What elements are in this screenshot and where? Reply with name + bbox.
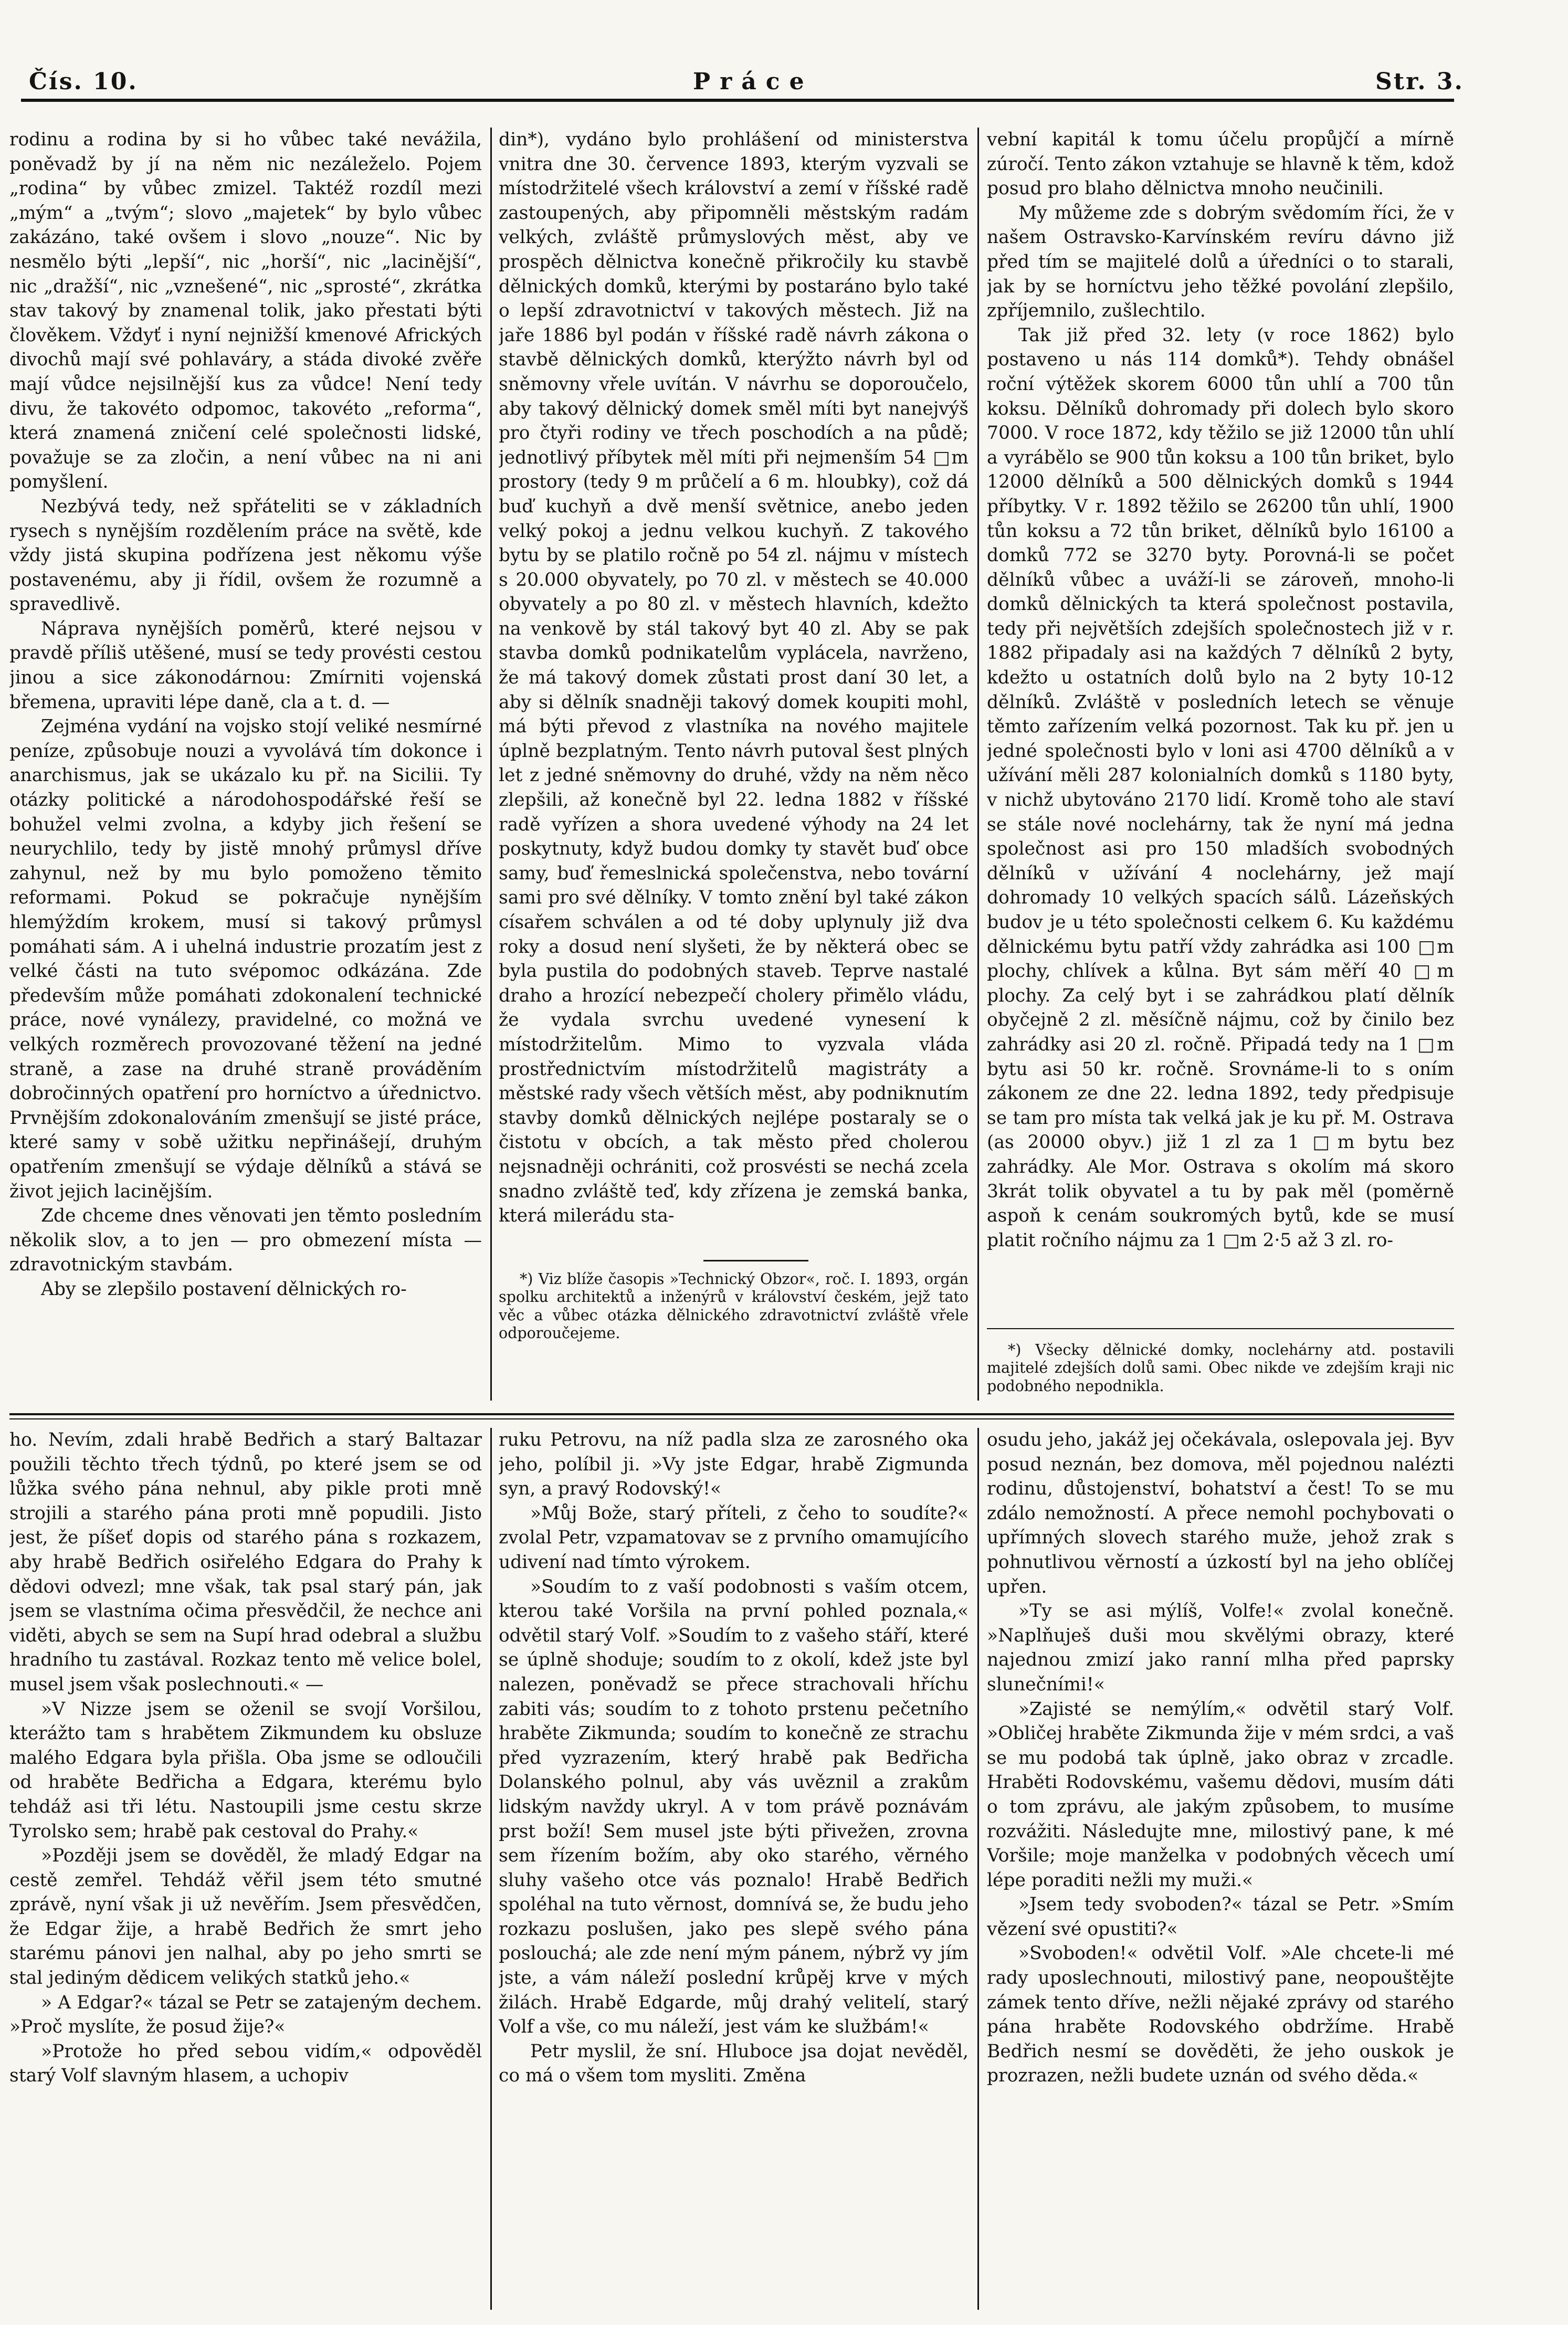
header-rule [21, 99, 1454, 102]
column-divider [490, 128, 492, 1401]
story-paragraph: ho. Nevím, zdali hrabě Bedřich a starý Baltazar použili těchto třech týdnů, po které jsem se od lůžka svého pána nehnul, aby pikle proti mně strojili a starého pána proti mně popudili. Jisto jest, že píšeť dopis od starého pána s rozkazem, aby hrabě Bedřich osiřelého Edgara do Prahy k dědovi odvezl; mne však, tak psal starý pán, jak jsem se vlastníma očima přesvědčil, že nechce ani viděti, abych se sem na Supí hrad odebral a službu hradního tu zastával. Rozkaz tento mě velice bolel, musel jsem však poslechnouti.« — [9, 1429, 482, 1695]
story-paragraph: »Můj Bože, starý příteli, z čeho to soudíte?« zvolal Petr, vzpamatovav se z prvního omamujícího udivení nad tímto výrokem. [499, 1502, 969, 1573]
article-paragraph: Tak již před 32. lety (v roce 1862) bylo postaveno u nás 114 domků*). Tehdy obnášel roční výtěžek skorem 6000 tůn uhlí a 700 tůn koksu. Dělníků dohromady při dolech bylo skoro 7000. V roce 1872, kdy těžilo se již 12000 tůn uhlí a vyrábělo se 900 tůn koksu a 100 tůn briket, bylo 12000 dělníků a 500 dělnických domků s 1944 příbytky. V r. 1892 těžilo se 26200 tůn uhlí, 1900 tůn koksu a 72 tůn briket, dělníků bylo 16100 a domků 772 se 3270 byty. Porovná-li se počet dělníků vůbec a uváží-li se zároveň, mnoho-li domků dělnických ta která společnost postavila, tedy při největších zdejších společnostech již v r. 1882 připadaly asi na každých 7 dělníků 2 byty, kdežto u ostatních dolů bylo na 2 byty 10-12 dělníků. Zvláště v posledních letech se věnuje těmto zařízením velká pozornost. Tak ku př. jen u jedné společnosti bylo v loni asi 4700 dělníků a v užívání měli 287 kolonialních domků s 1180 byty, v nichž ubytováno 2170 lidí. Kromě toho ale staví se stále nové noclehárny, tak že nyní má jedna společnost asi pro 150 mladších svobodných dělníků v užívání 4 noclehárny, jež mají dohromady 10 velkých spacích sálů. Lázeňských budov je u této společnosti celkem 6. Ku každému dělnickému bytu patří vždy zahrádka asi 100 □m plochy, chlívek a kůlna. Byt sám měří 40 □m plochy. Za celý byt i se zahrádkou platí dělník obyčejně 2 zl. měsíčně nájmu, což by činilo bez zahrádky asi 20 zl. ročně. Připadá tedy na 1 □m bytu asi 50 kr. ročně. Srovnáme-li to s oním zákonem ze dne 22. ledna 1892, tedy předpisuje se tam pro místa tak velká jak je ku př. M. Ostrava (as 20000 obyv.) již 1 zl za 1 □m bytu bez zahrádky. Ale Mor. Ostrava s okolím má skoro 3krát tolik obyvatel a tu by pak měl (poměrně aspoň k cenám soukromých bytů, kde se musí platit ročního nájmu za 1 □m 2·5 až 3 zl. ro- [987, 324, 1454, 1251]
feuilleton-column-2 [499, 1428, 969, 2310]
article-paragraph: My můžeme zde s dobrým svědomím říci, že v našem Ostravsko-Karvínském revíru dávno již před tím se majitelé dolů a úředníci o to starali, jak by se horníctvu jeho těžké povolání zlepšilo, zpříjemnilo, zušlechtilo. [987, 202, 1454, 322]
story-paragraph: Petr myslil, že sní. Hluboce jsa dojat nevěděl, co má o všem tom mysliti. Změna [499, 2040, 969, 2087]
story-paragraph: ruku Petrovu, na níž padla slza ze zarosného oka jeho, políbil ji. »Vy jste Edgar, hrabě Zigmunda syn, a pravý Rodovský!« [499, 1429, 969, 1500]
story-paragraph: »V Nizze jsem se oženil se svojí Voršilou, kterážto tam s hrabětem Zikmundem ku obsluze malého Edgara byla přišla. Oba jsme se odloučili od hraběte Bedřicha a Edgara, kterému bylo tehdáž asi tři létu. Nastoupili jsme cestu skrze Tyrolsko sem; hrabě pak cestoval do Prahy.« [9, 1698, 482, 1842]
footnote [499, 1270, 969, 1396]
article-paragraph: rodinu a rodina by si ho vůbec také nevážila, poněvadž by jí na něm nic nezáleželo. Pojem „rodina“ by vůbec zmizel. Taktéž rozdíl mezi „mým“ a „tvým“; slovo „majetek“ by bylo vůbec zakázáno, také ovšem i slovo „nouze“. Nic by nesmělo býti „lepší“, nic „horší“, nic „lacinější“, nic „dražší“, nic „vznešené“, nic „sprosté“, zkrátka stav takový by znamenal tolik, jako přestati býti člověkem. Vždyť i nyní nejnižší kmenové Afrických divochů mají své pohlaváry, a stáda divoké zvěře mají vůdce nejsilnější kus za vůdce! Není tedy divu, že takovéto odpomoc, takovéto „reforma“, která znamená zničení celé společnosti lidské, považuje se za zločin, a není vůbec na ni ani pomyšlení. [9, 129, 482, 493]
article-column-3 [987, 128, 1454, 1293]
footnote [987, 1341, 1454, 1404]
article-paragraph: din*), vydáno bylo prohlášení od ministerstva vnitra dne 30. července 1893, kterým vyzvali se místodržitelé všech království a zemí v říšské radě zastoupených, aby připomněli městským radám velkých, zvláště průmyslových měst, aby ve prospěch dělnictva konečně přikročily ku stavbě dělnických domků, kterými by postaráno bylo také o lepší zdravotnictví v takových městech. Již na jaře 1886 byl podán v říšské radě návrh zákona o stavbě dělnických domků, kterýžto návrh byl od sněmovny vřele uvítán. V návrhu se doporoučelo, aby takový dělnický domek směl míti byt nanejvýš pro čtyři rodiny ve třech poschodích a na půdě; jednotlivý příbytek měl míti při nejmenším 54 □m prostory (tedy 9 m průčelí a 6 m. hloubky), což dá buď kuchyň a dvě menší světnice, anebo jeden velký pokoj a jednu velkou kuchyň. Z takového bytu by se platilo ročně po 54 zl. nájmu v místech s 20.000 obyvately, po 70 zl. v městech se 40.000 obyvately a po 80 zl. v městech hlavních, kdežto na venkově by stál takový byt 40 zl. Aby se pak stavba domků podnikatelům vyplácela, navrženo, že má takový domek zůstati prost daní 30 let, a aby si dělník snadněji takový domek koupiti mohl, má býti převod z vlastníka na nového majitele úplně bezplatným. Tento návrh putoval šest plných let z jedné sněmovny do druhé, vždy na něm něco zlepšili, až konečně byl 22. ledna 1882 v říšské radě vyřízen a shora uvedené výhody na 24 let poskytnuty, když budou domky ty stavět buď obce samy, buď řemeslnická společenstva, nebo tovární sami pro své dělníky. V tomto znění byl také zákon císařem schválen a od té doby uplynuly již dva roky a dosud není slyšeti, že by některá obec se byla pustila do podobných staveb. Teprve nastalé draho a hrozící nebezpečí cholery přimělo vládu, že vydala svrchu uvedené vynesení k místodržitelům. Mimo to vyzvala vláda prostřednictvím místodržitelů magistráty a městské rady všech větších měst, aby podniknutím stavby domků dělnických nejlépe postaraly se o čistotu v obcích, a tak město před cholerou nejsnadněji ochrániti, což prosvésti se nechá zcela snadno zvláště teď, kdy zřízena je zemská banka, která milerádu sta- [499, 129, 969, 1227]
story-paragraph: »Svoboden!« odvětil Volf. »Ale chcete-li mé rady uposlechnouti, milostivý pane, neopouštějte zámek tento dříve, nežli nějaké zprávy od starého pána hraběte Rodovského obdržíme. Hrabě Bedřich nesmí se dověděti, že jeho ouskok je prozrazen, nežli budete uznán od svého děda.« [987, 1943, 1454, 2087]
page-number: Str. 3. [1375, 68, 1464, 95]
footnote-rule [703, 1260, 808, 1261]
feuilleton-rule [9, 1413, 1454, 1415]
footnote-text: *) Viz blíže časopis »Technický Obzor«, roč. I. 1893, orgán spolku architektů a inženýrů v království českém, jejž tato věc a vůbec otázka dělnického zdravotnictví zvláště vřele odporoučejeme. [499, 1270, 969, 1342]
article-paragraph: vební kapitál k tomu účelu propůjčí a mírně zúročí. Tento zákon vztahuje se hlavně k těm, kdož posud pro blaho dělnictva mnoho neučinili. [987, 129, 1454, 199]
article-column-1 [9, 128, 482, 1387]
feuilleton-rule [9, 1418, 1454, 1419]
article-column-2 [499, 128, 969, 1243]
story-paragraph: »Zajisté se nemýlím,« odvětil starý Volf. »Obličej hraběte Zikmunda žije v mém srdci, a vaš se mu podobá tak úplně, jako obraz v zrcadle. Hraběti Rodovskému, vašemu dědovi, musím dáti o tom zprávu, ale jakým způsobem, to musíme rozvážiti. Následujte mne, milostivý pane, k mé Voršile; moje manželka v podobných věcech umí lépe poraditi nežli my muži.« [987, 1698, 1454, 1891]
footnote-rule [987, 1328, 1454, 1329]
column-divider [977, 128, 979, 1401]
column-divider [490, 1428, 492, 2310]
article-paragraph: Náprava nynějších poměrů, které nejsou v pravdě příliš utěšené, musí se tedy provésti cestou jinou a sice zákonodárnou: Zmírniti vojenská břemena, upraviti lépe daně, cla a t. d. — [9, 618, 482, 713]
story-paragraph: »Jsem tedy svoboden?« tázal se Petr. »Smím vězení své opustiti?« [987, 1894, 1454, 1940]
story-paragraph: osudu jeho, jakáž jej očekávala, oslepovala jej. Byv posud neznán, bez domova, měl pojednou nalézti rodinu, důstojenství, bohatství a čest! To se mu zdálo nemožností. A přece nemohl pochybovati o upřímných slovech starého muže, jehož zrak s pohnutlivou věrností a úzkostí byl na jeho oblíčej upřen. [987, 1429, 1454, 1597]
footnote-text: *) Všecky dělnické domky, noclehárny atd. postavili majitelé zdejších dolů sami. Obec nikde ve zdejším kraji nic podobného nepodnikla. [987, 1341, 1454, 1395]
story-paragraph: »Později jsem se dověděl, že mladý Edgar na cestě zemřel. Tehdáž věřil jsem této smutné zprávě, nyní však ji už nevěřím. Jsem přesvědčen, že Edgar žije, a hrabě Bedřich že smrt jeho starému pánovi jen nalhal, aby po jeho smrti se stal jediným dědicem velikých statků jeho.« [9, 1845, 482, 1989]
issue-number: Čís. 10. [29, 68, 138, 95]
article-paragraph: Aby se zlepšilo postavení dělnických ro- [41, 1278, 407, 1300]
article-paragraph: Zde chceme dnes věnovati jen těmto posledním několik slov, a to jen — pro obmezení místa — zdravotnickým stavbám. [9, 1205, 482, 1276]
article-paragraph: Nezbývá tedy, než spřáteliti se v základních rysech s nynějším rozdělením práce na světě, kde vždy jistá skupina podřízena jest někomu výše postavenému, aby ji řídil, ovšem že rozumně a spravedlivě. [9, 496, 482, 615]
story-paragraph: » A Edgar?« tázal se Petr se zatajeným dechem. »Proč myslíte, že posud žije?« [9, 1992, 482, 2038]
story-paragraph: »Ty se asi mýlíš, Volfe!« zvolal konečně. »Naplňuješ duši mou skvělými obrazy, které najednou zmizí jako ranní mlha před paprsky slunečními!« [987, 1601, 1454, 1695]
feuilleton-column-1 [9, 1428, 482, 2310]
column-divider [977, 1428, 979, 2310]
article-paragraph: Zejména vydání na vojsko stojí veliké nesmírné peníze, způsobuje nouzi a vyvolává tím dokonce i anarchismus, jak se ukázalo ku př. na Sicilii. Ty otázky politické a národohospodářské řeší se bohužel velmi zvolna, a kdyby jich řešení se neurychlilo, tedy by jistě mnohý průmysl dříve zahynul, než by mu bylo pomoženo těmito reformami. Pokud se pokračuje nynějším hlemýždím krokem, musí si takový průmysl pomáhati sám. A i uhelná industrie prozatím jest z velké části na tuto svépomoc odkázána. Zde především může pomáhati zdokonalení technické práce, nové vynálezy, pravidelné, co možná ve velkých rozměrech provozované těžení na jedné straně, a zase na druhé straně prováděním dobročinných opatření pro horníctvo a úřednictvo. Prvnějším zdokonalováním zmenšují se jisté práce, které samy v sobě užitku nepřinášejí, druhým opatřením zmenšují se výdaje dělníků a stává se život jejich lacinějším. [9, 716, 482, 1202]
story-paragraph: »Soudím to z vaší podobnosti s vaším otcem, kterou také Voršila na první pohled poznala,« odvětil starý Volf. »Soudím to z vašeho stáří, které se úplně shoduje; soudím to z okolí, kdež jste byl nalezen, poněvadž se přece strachovali hříchu zabiti vás; soudím to z tohoto prstenu pečetního hraběte Zikmunda; soudím to konečně ze strachu před vyzrazením, který hrabě pak Bedřicha Dolanského polnul, aby vás uvěznil a zrakům lidským navždy ukryl. A v tom právě poznávám prst boží! Sem musel jste býti přivežen, zrovna sem řízením božím, aby oko starého, věrného sluhy vašeho otce vás poznalo! Hrabě Bedřich spoléhal na tuto věrnost, domnívá se, že budu jeho rozkazu poslušen, jako pes slepě svého pána poslouchá; ale zde není mým pánem, nýbrž vy jím jste, a vám náleží poslední krůpěj krve v mých žilách. Hrabě Edgarde, můj drahý velitelí, starý Volf a vše, co mu náleží, jest vám ke službám!« [499, 1576, 969, 2038]
newspaper-title: Práce [693, 68, 814, 95]
feuilleton-column-3 [987, 1428, 1454, 2310]
story-paragraph: »Protože ho před sebou vidím,« odpověděl starý Volf slavným hlasem, a uchopiv [9, 2040, 482, 2087]
